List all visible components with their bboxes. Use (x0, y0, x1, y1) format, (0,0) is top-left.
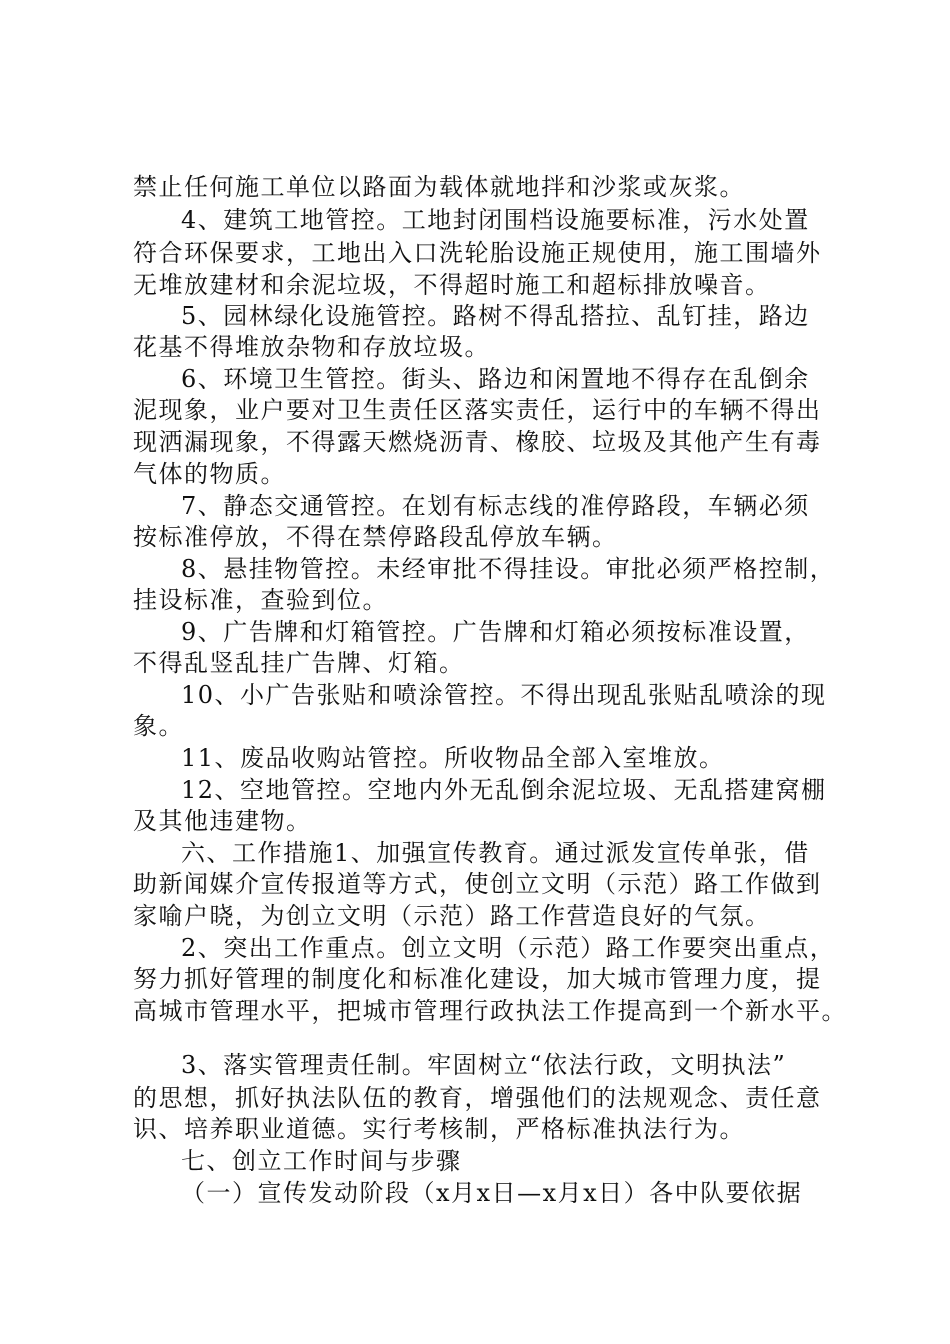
text-line-24: 家喻户晓，为创立文明（示范）路工作营造良好的气氛。 (133, 902, 771, 930)
text-line-30: 识、培养职业道德。实行考核制，严格标准执法行为。 (133, 1115, 745, 1143)
text-line-22: 六、工作措施1、加强宣传教育。通过派发宣传单张，借 (181, 839, 810, 867)
text-line-25: 2、突出工作重点。创立文明（示范）路工作要突出重点， (181, 934, 836, 962)
text-line-8: 泥现象，业户要对卫生责任区落实责任，运行中的车辆不得出 (133, 396, 822, 424)
text-line-6: 花基不得堆放杂物和存放垃圾。 (133, 333, 490, 361)
text-line-3: 符合环保要求，工地出入口洗轮胎设施正规使用，施工围墙外 (133, 239, 822, 267)
text-line-23: 助新闻媒介宣传报道等方式，使创立文明（示范）路工作做到 (133, 870, 822, 898)
text-line-31: 七、创立工作时间与步骤 (181, 1147, 462, 1175)
text-line-1: 禁止任何施工单位以路面为载体就地拌和沙浆或灰浆。 (133, 173, 745, 201)
text-line-20: 12、空地管控。空地内外无乱倒余泥垃圾、无乱搭建窝棚 (181, 776, 827, 804)
text-line-12: 按标准停放，不得在禁停路段乱停放车辆。 (133, 523, 618, 551)
text-line-21: 及其他违建物。 (133, 807, 312, 835)
text-line-15: 9、广告牌和灯箱管控。广告牌和灯箱必须按标准设置， (181, 618, 810, 646)
text-line-16: 不得乱竖乱挂广告牌、灯箱。 (133, 649, 465, 677)
text-line-18: 象。 (133, 712, 184, 740)
text-line-19: 11、废品收购站管控。所收物品全部入室堆放。 (181, 744, 725, 772)
text-line-17: 10、小广告张贴和喷涂管控。不得出现乱张贴乱喷涂的现 (181, 681, 827, 709)
text-line-2: 4、建筑工地管控。工地封闭围档设施要标准，污水处置 (181, 206, 810, 234)
text-line-14: 挂设标准，查验到位。 (133, 586, 388, 614)
text-line-26: 努力抓好管理的制度化和标准化建设，加大城市管理力度，提 (133, 965, 822, 993)
text-line-10: 气体的物质。 (133, 460, 286, 488)
text-line-32: （一）宣传发动阶段（x月x日—x月x日）各中队要依据 (181, 1179, 803, 1207)
text-line-5: 5、园林绿化设施管控。路树不得乱搭拉、乱钉挂，路边 (181, 302, 810, 330)
text-line-28: 3、落实管理责任制。牢固树立“依法行政，文明执法” (181, 1051, 787, 1079)
text-line-13: 8、悬挂物管控。未经审批不得挂设。审批必须严格控制， (181, 555, 836, 583)
text-line-4: 无堆放建材和余泥垃圾，不得超时施工和超标排放噪音。 (133, 271, 771, 299)
text-line-7: 6、环境卫生管控。街头、路边和闲置地不得存在乱倒余 (181, 365, 810, 393)
text-line-27: 高城市管理水平，把城市管理行政执法工作提高到一个新水平。 (133, 997, 847, 1025)
text-line-29: 的思想，抓好执法队伍的教育，增强他们的法规观念、责任意 (133, 1084, 822, 1112)
text-line-11: 7、静态交通管控。在划有标志线的准停路段，车辆必须 (181, 492, 810, 520)
text-line-9: 现洒漏现象，不得露天燃烧沥青、橡胶、垃圾及其他产生有毒 (133, 428, 822, 456)
